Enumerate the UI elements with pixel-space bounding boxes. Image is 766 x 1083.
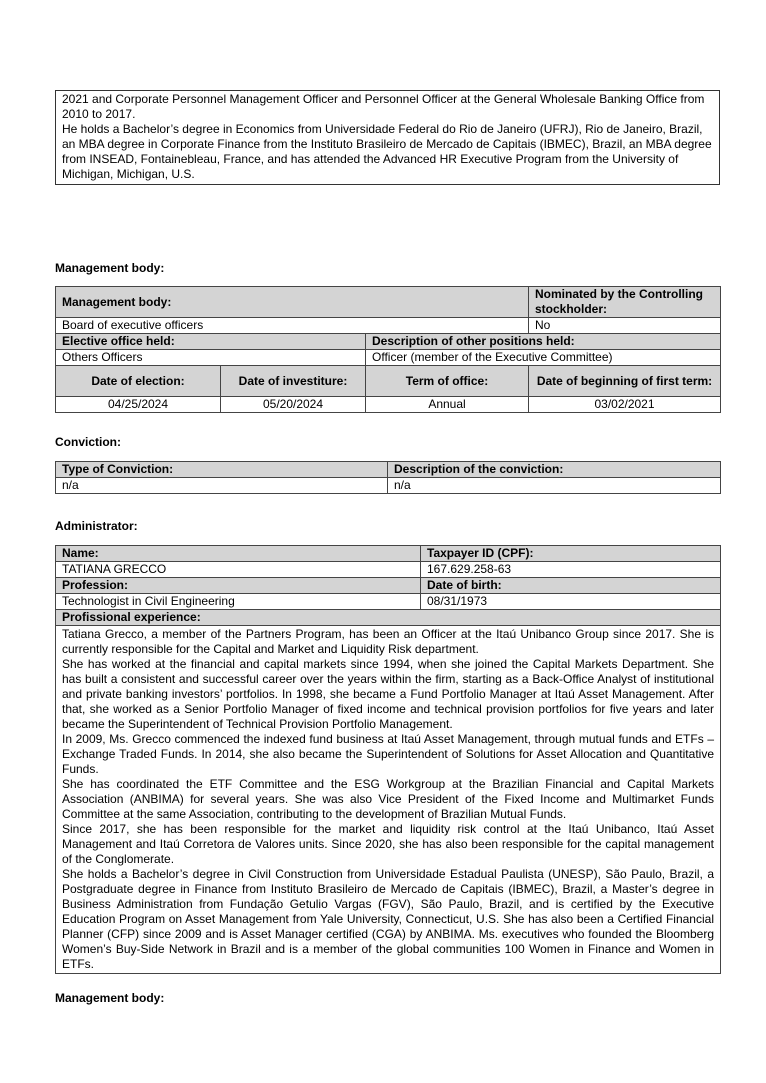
conviction-type-header: Type of Conviction:	[56, 462, 388, 478]
cpf-header: Taxpayer ID (CPF):	[421, 546, 721, 562]
elective-office-header: Elective office held:	[56, 334, 366, 350]
experience-paragraph: He holds a Bachelor’s degree in Economics from Universidade Federal do Rio de Janeiro (UFRJ), Rio de Janeiro, Brazil, an MBA degree in Corporate Finance from the Instituto Brasileiro de Mercado de Capitais (IBMEC), Brazil, an MBA degree from INSEAD, Fontainebleau, France, and has attended the Advanced HR Executive Program from the University of Michigan, Michigan, U.S.	[62, 122, 712, 181]
conviction-description-header: Description of the conviction:	[388, 462, 721, 478]
conviction-type-value: n/a	[56, 478, 388, 494]
experience-paragraph: She holds a Bachelor’s degree in Civil Construction from Universidade Estadual Paulista (UNESP), São Paulo, Brazil, a Postgraduate degree in Finance from Instituto Brasileiro de Mercado de Capitais (IBMEC), Brazil, a Master’s degree in Business Administration from Fundação Getulio Vargas (FGV), São Paulo, Brazil, and is certified by the Executive Education Program on Asset Management from Yale University, Connecticut, U.S. She has also been a Certified Financial Planner (CFP) since 2009 and is Asset Manager certified (CGA) by ANBIMA. Ms. executives who founded the Bloomberg Women’s Buy-Side Network in Brazil and is a member of the global communities 100 Women in Finance and Women in ETFs.	[62, 867, 714, 971]
management-section-title-2: Management body:	[55, 991, 165, 1005]
previous-experience-box	[55, 90, 720, 185]
term-header: Term of office:	[366, 366, 529, 397]
other-positions-value: Officer (member of the Executive Committee)	[366, 350, 721, 366]
elective-office-value: Others Officers	[56, 350, 366, 366]
birth-date-value: 08/31/1973	[421, 594, 721, 610]
first-term-value: 03/02/2021	[529, 397, 721, 413]
investiture-date-value: 05/20/2024	[221, 397, 366, 413]
election-date-header: Date of election:	[56, 366, 221, 397]
profession-value: Technologist in Civil Engineering	[56, 594, 421, 610]
name-header: Name:	[56, 546, 421, 562]
other-positions-header: Description of other positions held:	[366, 334, 721, 350]
management-table	[55, 286, 720, 413]
experience-paragraph: Tatiana Grecco, a member of the Partners Program, has been an Officer at the Itaú Unibanco Group since 2017. She is currently responsible for the Capital and Market and Liquidity Risk department.	[62, 627, 714, 656]
experience-paragraph: Since 2017, she has been responsible for the market and liquidity risk control at the Itaú Unibanco, Itaú Asset Management and Itaú Corretora de Valores units. Since 2020, she has also been responsible for the capital management of the Conglomerate.	[62, 822, 714, 866]
conviction-description-value: n/a	[388, 478, 721, 494]
experience-paragraph: She has worked at the financial and capital markets since 1994, when she joined the Capital Markets Department. She has built a consistent and successful career over the years within the firm, starting as a Back-Office Analyst of institutional and private banking investors’ portfolios. In 1998, she became a Fund Portfolio Manager at Itaú Asset Management. After that, she worked as a Senior Portfolio Manager of fixed income and technical provision portfolios for five years and later became the Superintendent of Technical Provision Portfolio Management.	[62, 657, 714, 731]
experience-paragraph: She has coordinated the ETF Committee and the ESG Workgroup at the Brazilian Financial and Capital Markets Association (ANBIMA) for several years. She was also Vice President of the Fixed Income and Multimarket Funds Committee at the same Association, contributing to the development of Brazilian Mutual Funds.	[62, 777, 714, 821]
conviction-table	[55, 461, 720, 494]
conviction-section-title: Conviction:	[55, 435, 121, 449]
experience-text	[56, 626, 721, 974]
experience-paragraph: 2021 and Corporate Personnel Management Officer and Personnel Officer at the General Wholesale Banking Office from 2010 to 2017.	[62, 92, 705, 121]
management-body-header: Management body:	[56, 287, 529, 318]
election-date-value: 04/25/2024	[56, 397, 221, 413]
management-section-title: Management body:	[55, 261, 165, 275]
administrator-table	[55, 545, 720, 974]
profession-header: Profession:	[56, 578, 421, 594]
management-body-value: Board of executive officers	[56, 318, 529, 334]
investiture-date-header: Date of investiture:	[221, 366, 366, 397]
experience-paragraph: In 2009, Ms. Grecco commenced the indexed fund business at Itaú Asset Management, through mutual funds and ETFs – Exchange Traded Funds. In 2014, she also became the Superintendent of Solutions for Asset Allocation and Quantitative Funds.	[62, 732, 714, 776]
cpf-value: 167.629.258-63	[421, 562, 721, 578]
nominated-value: No	[529, 318, 721, 334]
first-term-header: Date of beginning of first term:	[529, 366, 721, 397]
birth-date-header: Date of birth:	[421, 578, 721, 594]
experience-header: Profissional experience:	[56, 610, 721, 626]
name-value: TATIANA GRECCO	[56, 562, 421, 578]
administrator-section-title: Administrator:	[55, 519, 138, 533]
term-value: Annual	[366, 397, 529, 413]
nominated-header: Nominated by the Controlling stockholder:	[529, 287, 721, 318]
